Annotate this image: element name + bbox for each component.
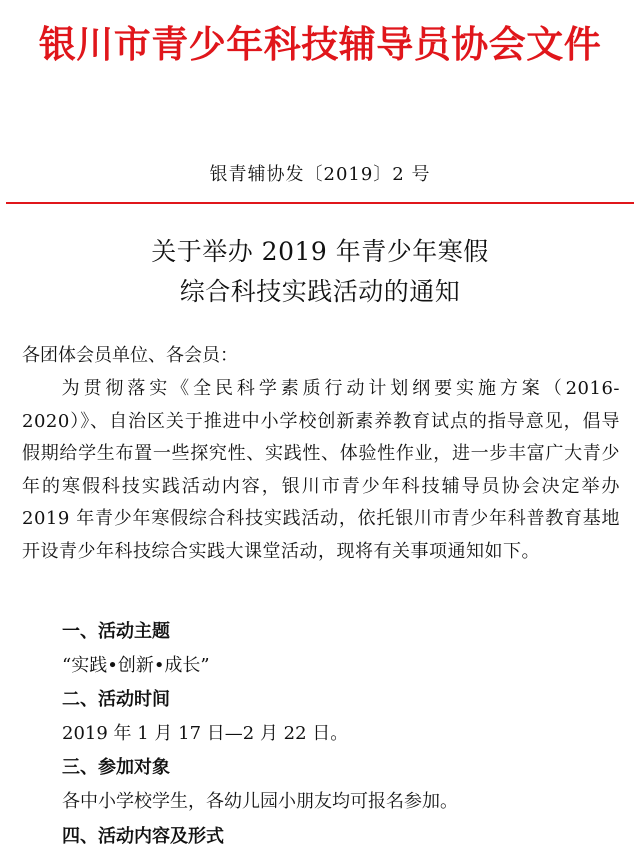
section-heading-content-format: 四、活动内容及形式 [62,826,224,847]
intro-paragraph: 为贯彻落实《全民科学素质行动计划纲要实施方案（2016-2020）》、自治区关于推进中小学校创新素养教育试点的指导意见，倡导假期给学生布置一些探究性、实践性、体验性作业，进一步丰富广大青少年的寒假科技实践活动内容，银川市青少年科技辅导员协会决定举办 2019 年青少年寒假综合科技实践活动，依托银川市青少年科普教育基地开设青少年科技综合实践大课堂活动，现将有关事项通知如下。 [22,378,620,562]
salutation: 各团体会员单位、各会员： [22,345,238,366]
org-header-title: 银川市青少年科技辅导员协会文件 [38,23,602,66]
red-divider-line [6,202,634,204]
section-heading-time: 二、活动时间 [62,689,170,710]
section-heading-participants: 三、参加对象 [62,757,170,778]
notice-title-line-1: 关于举办 2019 年青少年寒假 [151,237,489,266]
section-heading-theme: 一、活动主题 [62,621,170,642]
notice-title-line-2: 综合科技实践活动的通知 [179,277,461,306]
section-content-time: 2019 年 1 月 17 日—2 月 22 日。 [62,723,349,744]
section-content-participants: 各中小学校学生，各幼儿园小朋友均可报名参加。 [62,791,458,812]
document-number: 银青辅协发〔2019〕2 号 [209,164,431,185]
section-content-theme: “实践•创新•成长” [62,655,210,676]
